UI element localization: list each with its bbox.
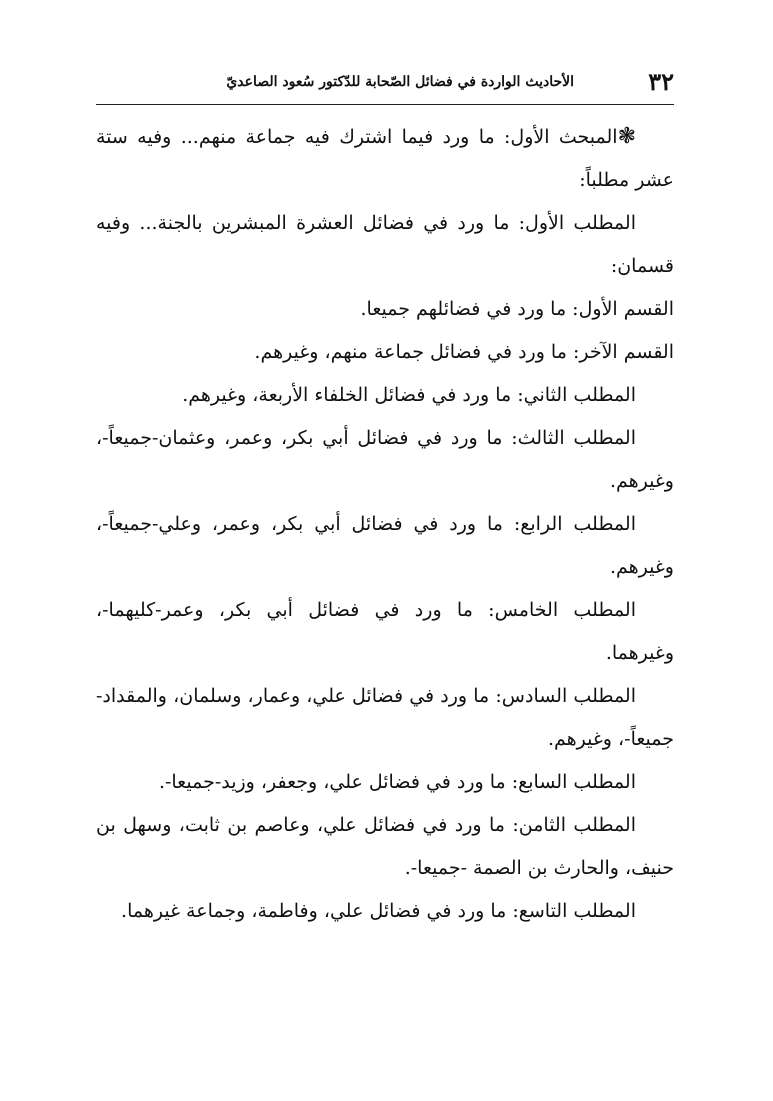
list-item: المطلب التاسع: ما ورد في فضائل علي، وفاطمة، وجماعة غيرهما. <box>121 900 636 922</box>
page-header <box>96 66 674 98</box>
section-title: المبحث الأول: ما ورد فيما اشترك فيه جماعة منهم... وفيه ستة عشر مطلباً: <box>96 126 674 191</box>
list-item: المطلب الثالث: ما ورد في فضائل أبي بكر، وعمر، وعثمان-جميعاً-، وغيرهم. <box>96 427 674 492</box>
running-title: الأحاديث الواردة في فضائل الصّحابة للدّكتور سُعود الصاعديّ <box>226 74 574 90</box>
header-divider <box>96 104 674 105</box>
list-item: المطلب الرابع: ما ورد في فضائل أبي بكر، وعمر، وعلي-جميعاً-، وغيرهم. <box>96 513 674 578</box>
page-body <box>96 115 674 933</box>
flower-ornament-icon: ❃ <box>617 124 636 149</box>
section-heading <box>96 115 674 202</box>
list-item: المطلب السادس: ما ورد في فضائل علي، وعمار، وسلمان، والمقداد-جميعاً-، وغيرهم. <box>96 685 674 750</box>
list-item: القسم الأول: ما ورد في فضائلهم جميعا. <box>360 298 674 320</box>
list-item: المطلب الثاني: ما ورد في فضائل الخلفاء الأربعة، وغيرهم. <box>182 384 636 406</box>
list-item: القسم الآخر: ما ورد في فضائل جماعة منهم، وغيرهم. <box>254 341 674 363</box>
list-item: المطلب الأول: ما ورد في فضائل العشرة المبشرين بالجنة... وفيه قسمان: <box>96 212 674 277</box>
list-item: المطلب السابع: ما ورد في فضائل علي، وجعفر، وزيد-جميعا-. <box>158 771 636 793</box>
list-item: المطلب الخامس: ما ورد في فضائل أبي بكر، وعمر-كليهما-، وغيرهما. <box>96 599 674 664</box>
list-item: المطلب الثامن: ما ورد في فضائل علي، وعاصم بن ثابت، وسهل بن حنيف، والحارث بن الصمة -جميعا-. <box>96 814 674 879</box>
page-number: ٣٢ <box>648 67 674 96</box>
